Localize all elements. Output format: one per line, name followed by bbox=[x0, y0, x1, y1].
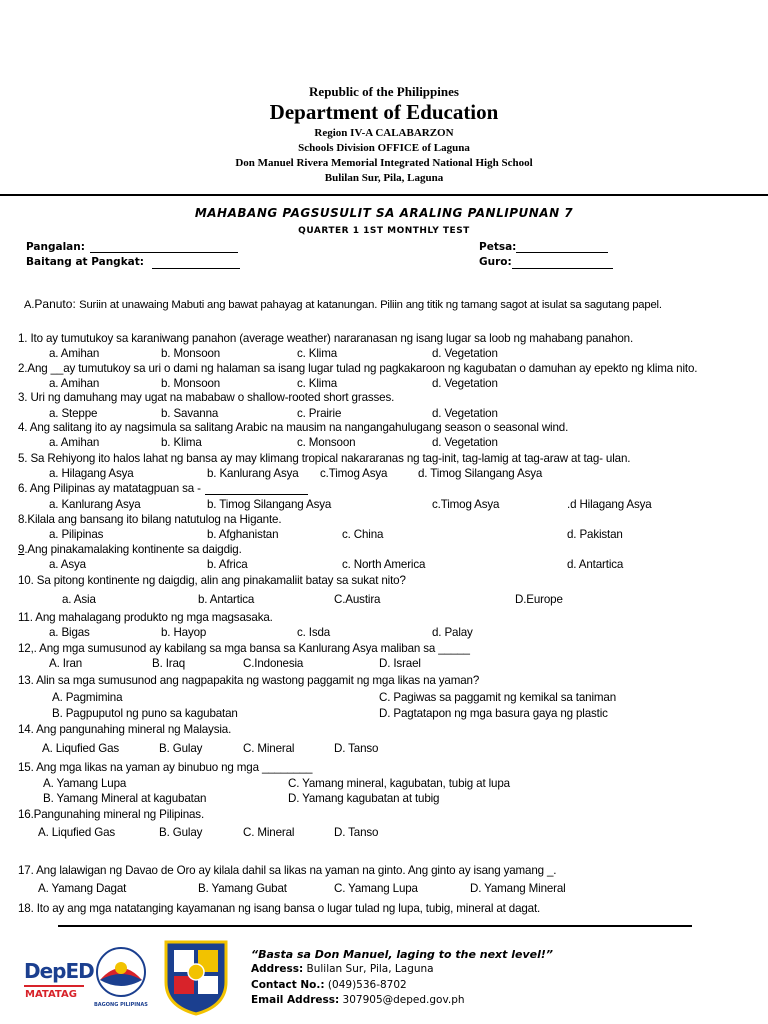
question-13-option-d: D. Pagtatapon ng mga basura gaya ng plastic bbox=[379, 707, 608, 720]
question-10-option-c: C.Austira bbox=[334, 593, 381, 606]
question-1-option-b: b. Monsoon bbox=[161, 347, 221, 360]
question-11-option-b: b. Hayop bbox=[161, 626, 207, 639]
question-12-option-d: D. Israel bbox=[379, 657, 421, 670]
question-16-option-c: C. Mineral bbox=[243, 826, 295, 839]
petsa-label: Petsa: bbox=[479, 241, 517, 253]
school-shield-icon bbox=[160, 936, 232, 1016]
question-1-option-c: c. Klima bbox=[297, 347, 338, 360]
question-6-blank bbox=[205, 494, 308, 495]
baitang-label: Baitang at Pangkat: bbox=[26, 256, 144, 268]
question-8-option-c: c. China bbox=[342, 528, 384, 541]
pangalan-label: Pangalan: bbox=[26, 241, 85, 253]
question-6-stem: 6. Ang Pilipinas ay matatagpuan sa - bbox=[18, 482, 201, 495]
guro-label: Guro: bbox=[479, 256, 512, 268]
instructions-text: Suriin at unawaing Mabuti ang bawat pahayag at katanungan. Piliin ang titik ng tamang sagot at isulat sa sagutang papel. bbox=[79, 299, 662, 311]
deped-logo-text: DepED bbox=[24, 959, 94, 983]
department-heading: Department of Education bbox=[269, 100, 499, 124]
question-9-text: .Ang pinakamalaking kontinente sa daigdig. bbox=[24, 543, 242, 556]
question-16-stem: 16.Pangunahing mineral ng Pilipinas. bbox=[18, 808, 205, 821]
question-10-stem: 10. Sa pitong kontinente ng daigdig, alin ang pinakamaliit batay sa sukat nito? bbox=[18, 574, 406, 587]
question-9-number: 9 bbox=[18, 543, 25, 556]
bagong-pilipinas-logo bbox=[88, 946, 154, 1010]
contact-label: Contact No.: bbox=[251, 979, 325, 991]
question-5-option-b: b. Kanlurang Asya bbox=[207, 467, 299, 480]
question-2-option-a: a. Amihan bbox=[49, 377, 100, 390]
address-label: Address: bbox=[251, 963, 304, 975]
republic-heading: Republic of the Philippines bbox=[309, 84, 459, 99]
question-9-option-c: c. North America bbox=[342, 558, 426, 571]
question-17-option-b: B. Yamang Gubat bbox=[198, 882, 287, 895]
question-6-option-b: b. Timog Silangang Asya bbox=[207, 498, 332, 511]
question-3-option-b: b. Savanna bbox=[161, 407, 219, 420]
bagong-pilipinas-text: BAGONG PILIPINAS bbox=[94, 1002, 148, 1008]
question-16-option-b: B. Gulay bbox=[159, 826, 203, 839]
question-12-option-a: A. Iran bbox=[49, 657, 83, 670]
question-3-option-a: a. Steppe bbox=[49, 407, 98, 420]
question-1-option-d: d. Vegetation bbox=[432, 347, 498, 360]
question-15-option-a: A. Yamang Lupa bbox=[43, 777, 127, 790]
question-14-option-c: C. Mineral bbox=[243, 742, 295, 755]
question-3-option-d: d. Vegetation bbox=[432, 407, 498, 420]
pangalan-field[interactable] bbox=[90, 252, 238, 253]
question-3-option-c: c. Prairie bbox=[297, 407, 342, 420]
question-17-stem: 17. Ang lalawigan ng Davao de Oro ay kilala dahil sa likas na yaman na ginto. Ang ginto ay isang yamang _. bbox=[18, 864, 557, 877]
question-4-option-a: a. Amihan bbox=[49, 436, 100, 449]
question-9-option-a: a. Asya bbox=[49, 558, 86, 571]
question-17-option-d: D. Yamang Mineral bbox=[470, 882, 566, 895]
question-2-option-c: c. Klima bbox=[297, 377, 338, 390]
footer-email bbox=[251, 994, 465, 1006]
petsa-field[interactable] bbox=[516, 252, 608, 253]
question-2-option-b: b. Monsoon bbox=[161, 377, 221, 390]
question-8-stem: 8.Kilala ang bansang ito bilang natutulog na Higante. bbox=[18, 513, 282, 526]
school-motto: “Basta sa Don Manuel, laging to the next level!” bbox=[251, 948, 553, 961]
footer-address bbox=[251, 963, 434, 975]
address-value: Bulilan Sur, Pila, Laguna bbox=[303, 963, 434, 975]
question-9-option-d: d. Antartica bbox=[567, 558, 624, 571]
question-14-stem: 14. Ang pangunahing mineral ng Malaysia. bbox=[18, 723, 232, 736]
question-13-option-a: A. Pagmimina bbox=[52, 691, 123, 704]
question-1-option-a: a. Amihan bbox=[49, 347, 100, 360]
question-16-option-d: D. Tanso bbox=[334, 826, 379, 839]
question-11-option-d: d. Palay bbox=[432, 626, 473, 639]
question-18-stem: 18. Ito ay ang mga natatanging kayamanan ng isang bansa o lugar tulad ng lupa, tubig, mineral at dagat. bbox=[18, 902, 541, 915]
email-value[interactable]: 307905@deped.gov.ph bbox=[339, 994, 465, 1006]
question-13-stem: 13. Alin sa mga sumusunod ang nagpapakita ng wastong paggamit ng mga likas na yaman? bbox=[18, 674, 480, 687]
division-heading: Schools Division OFFICE of Laguna bbox=[298, 142, 470, 154]
question-14-option-d: D. Tanso bbox=[334, 742, 379, 755]
header-divider bbox=[0, 194, 768, 196]
footer-contact bbox=[251, 979, 407, 991]
instructions bbox=[24, 297, 662, 311]
question-17-option-a: A. Yamang Dagat bbox=[38, 882, 127, 895]
question-13-option-c: C. Pagiwas sa paggamit ng kemikal sa taniman bbox=[379, 691, 616, 704]
question-15-option-c: C. Yamang mineral, kagubatan, tubig at lupa bbox=[288, 777, 510, 790]
baitang-field[interactable] bbox=[152, 268, 240, 269]
email-label: Email Address: bbox=[251, 994, 340, 1006]
guro-field[interactable] bbox=[512, 268, 613, 269]
question-5-option-d: d. Timog Silangang Asya bbox=[418, 467, 543, 480]
question-10-option-b: b. Antartica bbox=[198, 593, 255, 606]
question-5-stem: 5. Sa Rehiyong ito halos lahat ng bansa ay may klimang tropical nakararanas ng tag-init, tag-lamig at tag-araw at tag- ulan. bbox=[18, 452, 631, 465]
region-heading: Region IV-A CALABARZON bbox=[314, 127, 454, 139]
question-10-option-d: D.Europe bbox=[515, 593, 563, 606]
question-5-option-c: c.Timog Asya bbox=[320, 467, 388, 480]
question-6-option-c: c.Timog Asya bbox=[432, 498, 500, 511]
question-11-option-a: a. Bigas bbox=[49, 626, 90, 639]
question-17-option-c: C. Yamang Lupa bbox=[334, 882, 418, 895]
question-3-stem: 3. Uri ng damuhang may ugat na mababaw o shallow-rooted short grasses. bbox=[18, 391, 395, 404]
bagong-pilipinas-emblem-icon bbox=[88, 946, 154, 1000]
question-11-option-c: c. Isda bbox=[297, 626, 331, 639]
test-subtitle: QUARTER 1 1ST MONTHLY TEST bbox=[298, 226, 470, 236]
question-10-option-a: a. Asia bbox=[62, 593, 96, 606]
question-16-option-a: A. Liqufied Gas bbox=[38, 826, 116, 839]
question-11-stem: 11. Ang mahalagang produkto ng mga magsasaka. bbox=[18, 611, 273, 624]
question-15-stem: 15. Ang mga likas na yaman ay binubuo ng mga ________ bbox=[18, 761, 313, 774]
question-15-option-d: D. Yamang kagubatan at tubig bbox=[288, 792, 440, 805]
question-8-option-d: d. Pakistan bbox=[567, 528, 623, 541]
question-14-option-a: A. Liqufied Gas bbox=[42, 742, 120, 755]
question-12-option-c: C.Indonesia bbox=[243, 657, 304, 670]
question-1-stem: 1. Ito ay tumutukoy sa karaniwang panahon (average weather) nararanasan ng isang lugar sa loob ng mahabang panahon. bbox=[18, 332, 634, 345]
question-6-option-a: a. Kanlurang Asya bbox=[49, 498, 141, 511]
footer-divider bbox=[58, 925, 692, 927]
deped-matatag-logo bbox=[20, 951, 94, 1009]
school-seal-logo bbox=[160, 936, 232, 1016]
deped-logo-bar bbox=[24, 985, 84, 987]
question-12-stem: 12,. Ang mga sumusunod ay kabilang sa mga bansa sa Kanlurang Asya maliban sa _____ bbox=[18, 642, 470, 655]
test-title: MAHABANG PAGSUSULIT SA ARALING PANLIPUNAN 7 bbox=[194, 206, 574, 220]
school-heading: Don Manuel Rivera Memorial Integrated National High School bbox=[235, 157, 533, 169]
question-4-option-c: c. Monsoon bbox=[297, 436, 356, 449]
instructions-label: Panuto: bbox=[34, 297, 76, 311]
question-4-option-b: b. Klima bbox=[161, 436, 202, 449]
question-14-option-b: B. Gulay bbox=[159, 742, 203, 755]
question-8-option-b: b. Afghanistan bbox=[207, 528, 279, 541]
question-12-option-b: B. Iraq bbox=[152, 657, 186, 670]
question-2-stem: 2.Ang __ay tumutukoy sa uri o dami ng halaman sa isang lugar tulad ng pagkakaroon ng kagubatan o damuhan ay epekto ng klima nito. bbox=[18, 362, 698, 375]
question-2-option-d: d. Vegetation bbox=[432, 377, 498, 390]
instructions-letter: A. bbox=[24, 299, 35, 311]
question-9-option-b: b. Africa bbox=[207, 558, 248, 571]
matatag-text: MATATAG bbox=[25, 989, 77, 1000]
question-5-option-a: a. Hilagang Asya bbox=[49, 467, 134, 480]
question-9-stem bbox=[18, 543, 242, 556]
contact-value: (049)536-8702 bbox=[324, 979, 407, 991]
question-8-option-a: a. Pilipinas bbox=[49, 528, 104, 541]
question-6-option-d: .d Hilagang Asya bbox=[567, 498, 652, 511]
school-address: Bulilan Sur, Pila, Laguna bbox=[324, 172, 444, 184]
question-15-option-b: B. Yamang Mineral at kagubatan bbox=[43, 792, 207, 805]
question-4-stem: 4. Ang salitang ito ay nagsimula sa salitang Arabic na mausim na nangangahulugang season o seasonal wind. bbox=[18, 421, 569, 434]
question-4-option-d: d. Vegetation bbox=[432, 436, 498, 449]
question-13-option-b: B. Pagpuputol ng puno sa kagubatan bbox=[52, 707, 238, 720]
